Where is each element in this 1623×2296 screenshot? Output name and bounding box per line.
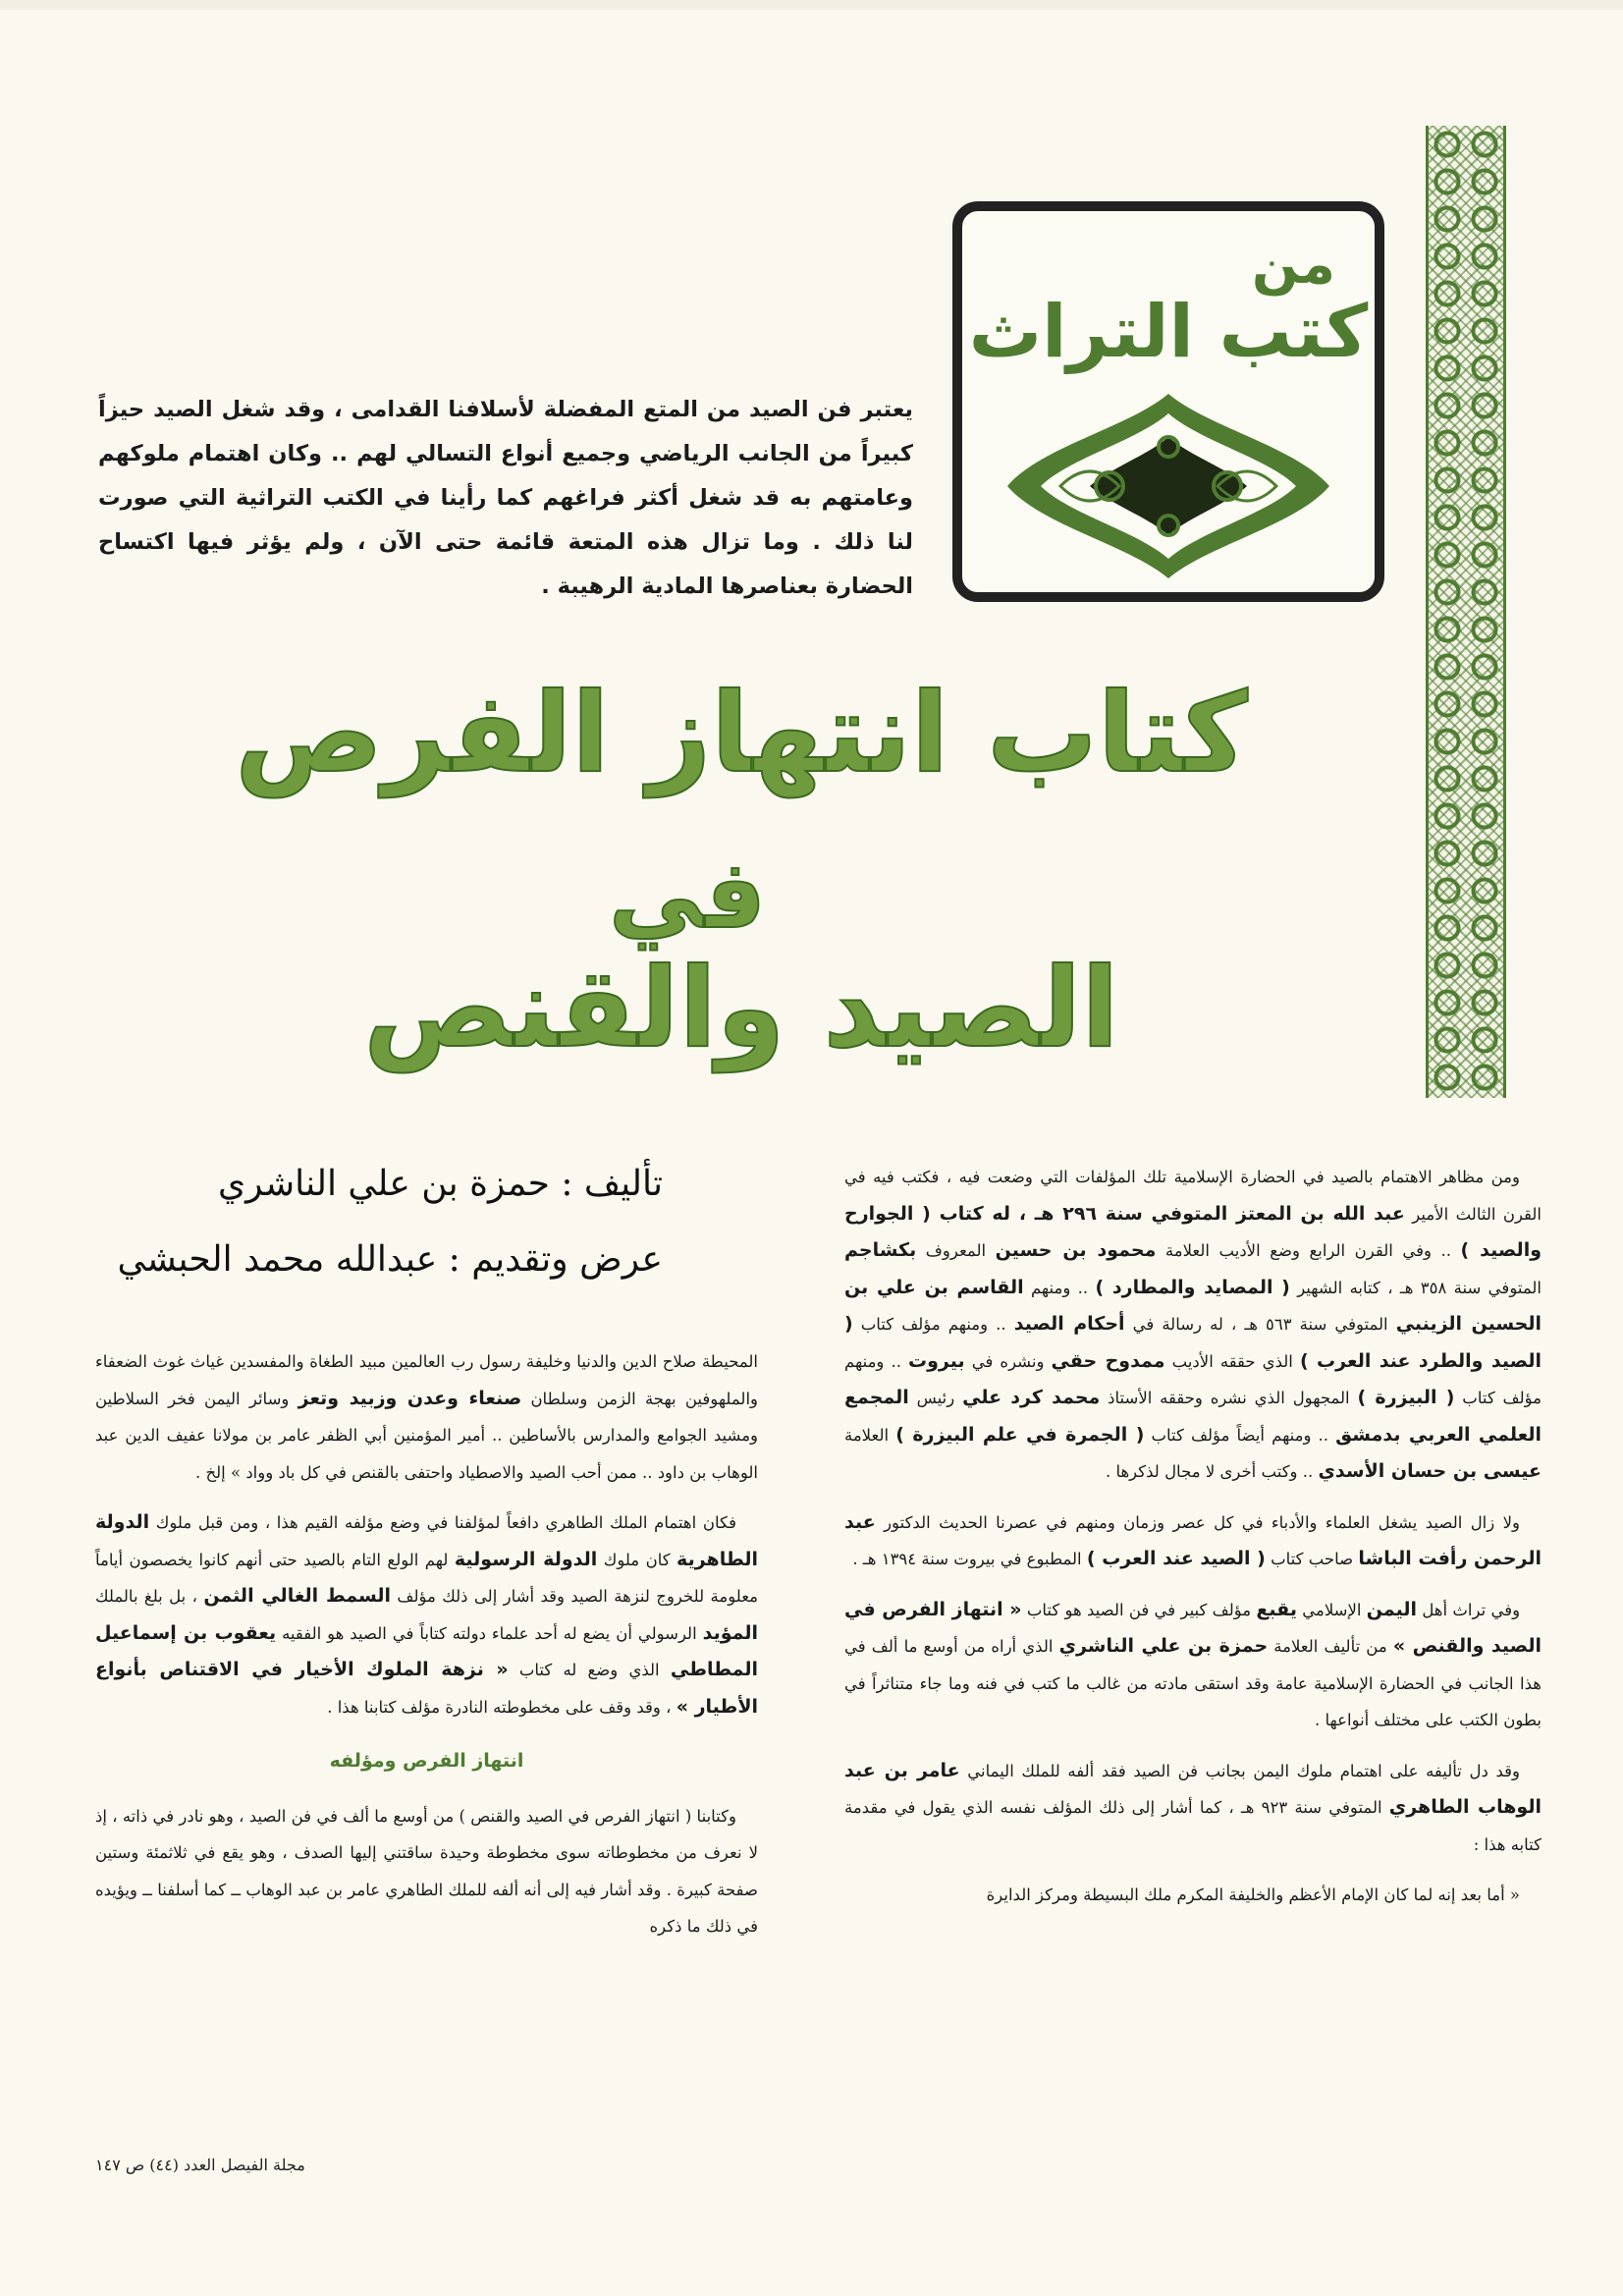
paragraph: وفي تراث أهل اليمن الإسلامي يقبع مؤلف كبير في فن الصيد هو كتاب « انتهاز الفرص في الصيد والقنص » من تأليف العلامة حمزة بن علي الناشري الذي أراه من أوسع ما ألف في هذا الجانب في الحضارة الإسلامية عامة وقد استقى مادته من غالب ما كتب في فنه وما جاء متناثراً في بطون الكتب على مختلف أنواعها .	[844, 1598, 1542, 1729]
paragraph: ومن مظاهر الاهتمام بالصيد في الحضارة الإسلامية تلك المؤلفات التي وضعت فيه ، فكتب فيه في القرن الثالث الأمير عبد الله بن المعتز المتوفي سنة ٢٩٦ هـ ، له كتاب ( الجوارح والصيد ) .. وفي القرن الرابع وضع الأديب العلامة محمود بن حسين المعروف بكشاجم المتوفي سنة ٣٥٨ هـ ، كتابه الشهير ( المصايد والمطارد ) .. ومنهم القاسم بن علي بن الحسين الزينبي المتوفي سنة ٥٦٣ هـ ، له رسالة في أحكام الصيد .. ومنهم مؤلف كتاب ( الصيد والطرد عند العرب ) الذي حققه الأديب ممدوح حقي ونشره في بيروت .. ومنهم مؤلف كتاب ( البيزرة ) المجهول الذي نشره وحققه الأستاذ محمد كرد علي رئيس المجمع العلمي العربي بدمشق .. ومنهم أيضاً مؤلف كتاب ( الجمرة في علم البيزرة ) العلامة عيسى بن حسان الأسدي .. وكتب أخرى لا مجال لذكرها .	[844, 1168, 1542, 1482]
title-line-1: كتاب انتهاز الفرص	[235, 670, 1248, 797]
author-line: تأليف : حمزة بن علي الناشري	[217, 1164, 663, 1204]
arabesque-ornament-icon	[1001, 388, 1335, 584]
footer-text: مجلة الفيصل العدد (٤٤) ص ١٤٧	[95, 2156, 305, 2174]
left-column	[95, 1343, 758, 1959]
paragraph: ولا زال الصيد يشغل العلماء والأدباء في كل عصر وزمان ومنهم في عصرنا الحديث الدكتور عبد الرحمن رأفت الباشا صاحب كتاب ( الصيد عند العرب ) المطبوع في بيروت سنة ١٣٩٤ هـ .	[844, 1510, 1542, 1569]
logo-turath-text: كتب التراث	[968, 290, 1369, 374]
decorative-border-icon	[1426, 126, 1506, 1098]
paragraph: المحيطة صلاح الدين والدنيا وخليفة رسول رب العالمين مبيد الطغاة والمفسدين غياث غوث الضعفاء والملهوفين بهجة الزمن وسلطان صنعاء وعدن وزبيد وتعز وسائر اليمن فخر السلاطين ومشيد الجوامع والمدارس بالأساطين .. أمير المؤمنين أبي الظفر عامر بن مولانا عفيف الدين عبد الوهاب بن داود .. ممن أحب الصيد والاصطياد واحتفى بالقنص في كل باد وواد » إلخ .	[95, 1352, 759, 1482]
top-rule	[0, 0, 1623, 10]
title-line-3: الصيد والقنص	[363, 945, 1119, 1072]
paragraph: وقد دل تأليفه على اهتمام ملوك اليمن بجانب فن الصيد فقد ألفه للملك اليماني عامر بن عبد الوهاب الطاهري المتوفي سنة ٩٢٣ هـ ، كما أشار إلى ذلك المؤلف نفسه الذي يقول في مقدمة كتابه هذا :	[844, 1759, 1542, 1854]
series-logo-box	[952, 201, 1384, 602]
intro-paragraph: يعتبر فن الصيد من المتع المفضلة لأسلافنا القدامى ، وقد شغل الصيد حيزاً كبيراً من الجانب الرياضي وجميع أنواع التسالي لهم .. وكان اهتمام ملوكهم وعامتهم به قد شغل أكثر فراغهم كما رأينا في الكتب التراثية التي صورت لنا ذلك . وما تزال هذه المتعة قائمة حتى الآن ، ولم يؤثر فيها اكتساح الحضارة بعناصرها المادية الرهيبة .	[98, 397, 913, 599]
paragraph: وكتابنا ( انتهاز الفرص في الصيد والقنص ) من أوسع ما ألف في فن الصيد ، وهو نادر في ذاته ، إذ لا نعرف من مخطوطاته سوى مخطوطة وحيدة ساقتني إليها الصدف ، وهو يقع في ثلاثمئة وستين صفحة كبيرة . وقد أشار فيه إلى أنه ألفه للملك الطاهري عامر بن عبد الوهاب ــ كما أسلفنا ــ ويؤيده في ذلك ما ذكره	[95, 1806, 758, 1936]
title-line-2: في	[609, 840, 766, 950]
page-footer	[95, 2156, 488, 2174]
paragraph: فكان اهتمام الملك الطاهري دافعاً لمؤلفنا في وضع مؤلفه القيم هذا ، ومن قبل ملوك الدولة الطاهرية كان ملوك الدولة الرسولية لهم الولع التام بالصيد حتى أنهم كانوا يخصصون أياماً معلومة للخروج لنزهة الصيد وقد أشار إلى ذلك مؤلف السمط الغالي الثمن ، بل بلغ بالملك المؤيد الرسولي أن يضع له أحد علماء دولته كتاباً في الصيد هو الفقيه يعقوب بن إسماعيل المطاطي الذي وضع له كتاب « نزهة الملوك الأخيار في الاقتناص بأنواع الأطيار » ، وقد وقف على مخطوطته النادرة مؤلف كتابنا هذا .	[95, 1511, 759, 1718]
logo-min-text: من	[1251, 233, 1335, 297]
presenter-line: عرض وتقديم : عبدالله محمد الحبشي	[117, 1239, 663, 1280]
right-column	[844, 1159, 1542, 1928]
paragraph: « أما بعد إنه لما كان الإمام الأعظم والخليفة المكرم ملك البسيطة ومركز الدايرة	[986, 1886, 1520, 1904]
section-subheading: انتهاز الفرص ومؤلفه	[329, 1750, 524, 1772]
